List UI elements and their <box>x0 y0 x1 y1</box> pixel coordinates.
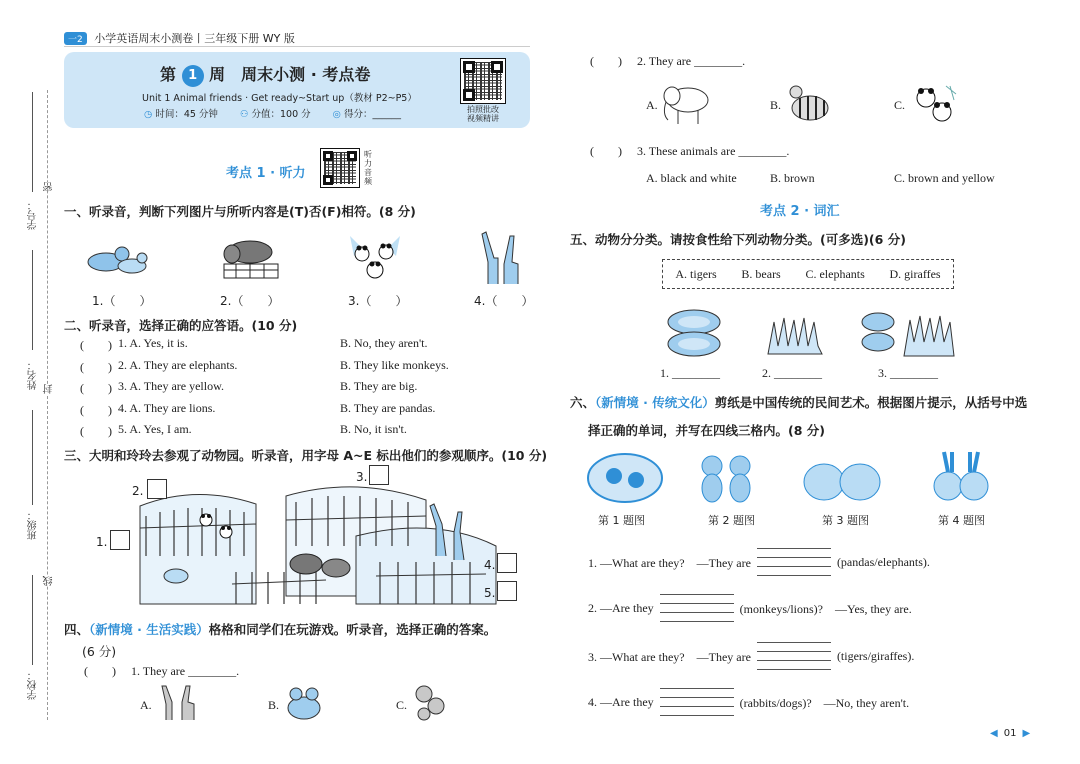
q1-answer-1[interactable]: 1.（ ） <box>92 294 152 308</box>
q3-label-2: 2. <box>132 484 144 498</box>
q4-q3-opt-a[interactable]: A. black and white <box>646 171 737 185</box>
q5-option-d: D. giraffes <box>889 266 941 281</box>
q1-answer-2[interactable]: 2.（ ） <box>220 294 280 308</box>
q2-row <box>80 422 540 444</box>
qr-code-grading[interactable] <box>460 58 506 104</box>
q5-option-a: A. tigers <box>675 266 717 281</box>
q6-title-pre: 六、 <box>570 395 596 410</box>
q4-q3-opt-c[interactable]: C. brown and yellow <box>894 171 995 185</box>
q6-writing-lines-3[interactable] <box>757 642 831 670</box>
q2-row <box>80 401 540 423</box>
q4-title <box>64 620 496 638</box>
q6-writing-lines-2[interactable] <box>660 594 734 622</box>
q4-q1-opt-b[interactable]: B. <box>268 698 280 712</box>
q6-item-3-post: (tigers/giraffes). <box>836 648 915 663</box>
monkey-option-picture <box>412 682 448 722</box>
school-label: 学校： <box>28 670 39 700</box>
meta-row <box>144 106 401 120</box>
q6-item-2 <box>588 594 912 622</box>
q4-tag: （新情境 · 生活实践） <box>89 622 209 637</box>
q4-item-2 <box>590 52 745 69</box>
seal-2: 封 <box>44 384 55 394</box>
title-banner <box>64 52 530 128</box>
q6-item-3 <box>588 642 914 670</box>
title-pre: 第 <box>160 65 177 84</box>
q2-option-b: B. They are big. <box>340 379 418 393</box>
panda-picture <box>348 232 402 282</box>
q4-q3-opt-b[interactable]: B. brown <box>770 171 815 185</box>
audio-caption: 听力音频 <box>364 150 372 186</box>
q6-caption-3: 第 3 题图 <box>822 514 869 527</box>
q2-blank[interactable]: ( ) <box>80 381 112 395</box>
q2-option-a: 3. A. They are yellow. <box>118 379 224 393</box>
q6-item-4 <box>588 688 909 716</box>
page-title <box>160 62 370 87</box>
q4-q1-opt-a[interactable]: A. <box>140 698 152 712</box>
q1-answer-4[interactable]: 4.（ ） <box>474 294 534 308</box>
q3-box-2[interactable] <box>147 479 167 499</box>
kaodian2-label: 考点 2 · 词汇 <box>760 204 840 219</box>
score-text: 分值：100 分 <box>251 109 311 120</box>
q2-option-b: B. They like monkeys. <box>340 357 449 372</box>
q2-blank[interactable]: ( ) <box>80 338 112 352</box>
q5-title: 五、动物分分类。请按食性给下列动物分类。(可多选)(6 分) <box>570 232 906 247</box>
q2-row <box>80 336 540 358</box>
q4-q2-text: 2. They are ________. <box>637 54 746 68</box>
q2-option-b: B. No, they aren't. <box>340 336 428 350</box>
q4-item-1 <box>84 662 239 679</box>
q6-caption-1: 第 1 题图 <box>598 514 645 527</box>
week-number: 1 <box>182 65 204 87</box>
time-text: 时间：45 分钟 <box>155 109 218 120</box>
qr-caption-2: 视频精讲 <box>467 114 499 123</box>
seal-picture <box>84 238 150 278</box>
q5-options-box <box>662 259 954 289</box>
meat-plate-picture <box>664 304 724 360</box>
q4-blank-3[interactable]: ( ) <box>590 144 622 158</box>
class-line <box>32 410 33 505</box>
q2-option-b: B. No, it isn't. <box>340 422 407 436</box>
q6-title-line2: 择正确的单词，并写在四线三格内。(8 分) <box>588 423 825 438</box>
q6-item-4-post: (rabbits/dogs)? —No, they aren't. <box>739 695 910 710</box>
q2-option-a: 2. A. They are elephants. <box>118 357 238 372</box>
q2-blank[interactable]: ( ) <box>80 424 112 438</box>
q6-caption-4: 第 4 题图 <box>938 514 985 527</box>
q2-title: 二、听录音，选择正确的应答语。(10 分) <box>64 318 298 333</box>
q3-box-4[interactable] <box>497 553 517 573</box>
seal-3: 线 <box>44 576 55 586</box>
page-number: 01 <box>1003 728 1017 739</box>
q6-tag: （新情境 · 传统文化） <box>595 395 715 410</box>
student-no-line <box>32 92 33 192</box>
q5-option-b: B. bears <box>741 266 781 281</box>
panda-option-picture <box>910 80 958 126</box>
q3-label-4: 4. <box>484 558 496 572</box>
q1-title: 一、听录音，判断下列图片与所听内容是(T)否(F)相符。(8 分) <box>64 204 416 219</box>
header-badge: 一2 <box>64 32 87 45</box>
page-footer <box>990 728 1030 739</box>
qr-code-audio[interactable] <box>320 148 360 188</box>
q6-title <box>570 393 1027 411</box>
q2-list <box>80 336 540 444</box>
papercut-tigers-picture <box>800 456 884 504</box>
q5-answer-2[interactable]: 2. ________ <box>762 366 822 380</box>
q5-answer-3[interactable]: 3. ________ <box>878 366 938 380</box>
q6-item-4-pre: 4. —Are they <box>588 694 654 709</box>
got-meta <box>333 106 401 120</box>
q1-answer-3[interactable]: 3.（ ） <box>348 294 408 308</box>
name-label: 姓名： <box>28 360 39 390</box>
q6-item-2-pre: 2. —Are they <box>588 600 654 615</box>
q6-writing-lines-1[interactable] <box>757 548 831 576</box>
tiger-option-picture <box>786 82 836 126</box>
q6-caption-2: 第 2 题图 <box>708 514 755 527</box>
clock-icon: ◷ <box>144 109 153 120</box>
q4-title-post: 格格和同学们在玩游戏。听录音，选择正确的答案。 <box>208 622 497 637</box>
papercut-pandas-picture <box>586 452 664 504</box>
q6-item-1 <box>588 548 930 576</box>
got-text: 得分：______ <box>343 109 401 120</box>
q6-item-1-pre: 1. —What are they? —They are <box>588 555 751 570</box>
q3-label-5: 5. <box>484 586 496 600</box>
elephant-picture <box>222 236 280 280</box>
qr-caption-1: 拍照批改 <box>467 105 499 114</box>
q4-blank-1[interactable]: ( ) <box>84 664 116 678</box>
title-post: 周 周末小测 · 考点卷 <box>209 65 371 84</box>
unit-line: Unit 1 Animal friends · Get ready~Start up（教材 P2~P5） <box>142 93 417 104</box>
giraffe-picture <box>474 228 524 286</box>
header-series: 小学英语周末小测卷丨三年级下册 WY 版 <box>94 32 295 45</box>
giraffe-option-picture <box>158 684 200 722</box>
q6-writing-lines-4[interactable] <box>660 688 734 716</box>
q3-title: 三、大明和玲玲去参观了动物园。听录音，用字母 A~E 标出他们的参观顺序。(10 分) <box>64 448 548 463</box>
q2-option-b: B. They are pandas. <box>340 400 436 415</box>
elephant-option-picture <box>660 80 712 126</box>
person-icon: ⚇ <box>239 109 249 120</box>
kaodian2-heading <box>760 200 840 219</box>
q2-row <box>80 358 540 380</box>
q4-q3-text: 3. These animals are ________. <box>637 144 790 158</box>
q4-item-3 <box>590 142 789 159</box>
next-page-icon[interactable]: ▶ <box>1022 728 1031 739</box>
score-meta <box>240 106 311 120</box>
zoo-picture <box>136 476 500 606</box>
prev-page-icon[interactable]: ◀ <box>990 728 998 739</box>
seal-1: 密 <box>44 182 55 192</box>
q4-q2-opt-b[interactable]: B. <box>770 98 782 112</box>
meat-and-grass-picture <box>858 306 958 358</box>
q2-blank[interactable]: ( ) <box>80 402 112 417</box>
q2-blank[interactable]: ( ) <box>80 359 112 374</box>
q2-option-a: 1. A. Yes, it is. <box>118 336 188 350</box>
q5-answer-1[interactable]: 1. ________ <box>660 366 720 380</box>
q3-box-5[interactable] <box>497 581 517 601</box>
class-label: 班级： <box>28 510 39 540</box>
student-no-label: 学号： <box>28 200 39 230</box>
q5-option-c: C. elephants <box>805 266 865 281</box>
papercut-monkeys-picture <box>696 452 758 504</box>
q2-row <box>80 379 540 401</box>
kaodian1-heading <box>226 162 306 181</box>
kaodian1-label: 考点 1 · 听力 <box>226 166 306 181</box>
time-meta <box>144 106 218 120</box>
q4-q2-opt-c[interactable]: C. <box>894 98 906 112</box>
q4-points: (6 分) <box>82 644 117 659</box>
q3-box-1[interactable] <box>110 530 130 550</box>
q6-title-post: 剪纸是中国传统的民间艺术。根据图片提示，从括号中选 <box>714 395 1028 410</box>
q2-option-a: 5. A. Yes, I am. <box>118 422 192 436</box>
q4-q1-text: 1. They are ________. <box>131 664 240 678</box>
q4-q2-opt-a[interactable]: A. <box>646 98 658 112</box>
q4-title-pre: 四、 <box>64 622 90 637</box>
q6-item-1-post: (pandas/elephants). <box>836 554 930 569</box>
header <box>64 30 295 46</box>
papercut-rabbits-picture <box>926 450 996 504</box>
grass-picture <box>766 316 824 356</box>
header-rule <box>64 46 530 47</box>
qr-caption <box>460 105 506 123</box>
q3-label-1: 1. <box>96 535 108 549</box>
q2-option-a: 4. A. They are lions. <box>118 400 216 415</box>
q6-item-3-pre: 3. —What are they? —They are <box>588 649 751 664</box>
q3-label-3: 3. <box>356 470 368 484</box>
q3-box-3[interactable] <box>369 465 389 485</box>
q4-q1-opt-c[interactable]: C. <box>396 698 408 712</box>
target-icon: ◎ <box>332 109 341 120</box>
school-line <box>32 575 33 665</box>
q4-blank-2[interactable]: ( ) <box>590 54 622 68</box>
bear-option-picture <box>284 684 324 722</box>
q6-item-2-post: (monkeys/lions)? —Yes, they are. <box>739 601 912 616</box>
name-line <box>32 250 33 350</box>
